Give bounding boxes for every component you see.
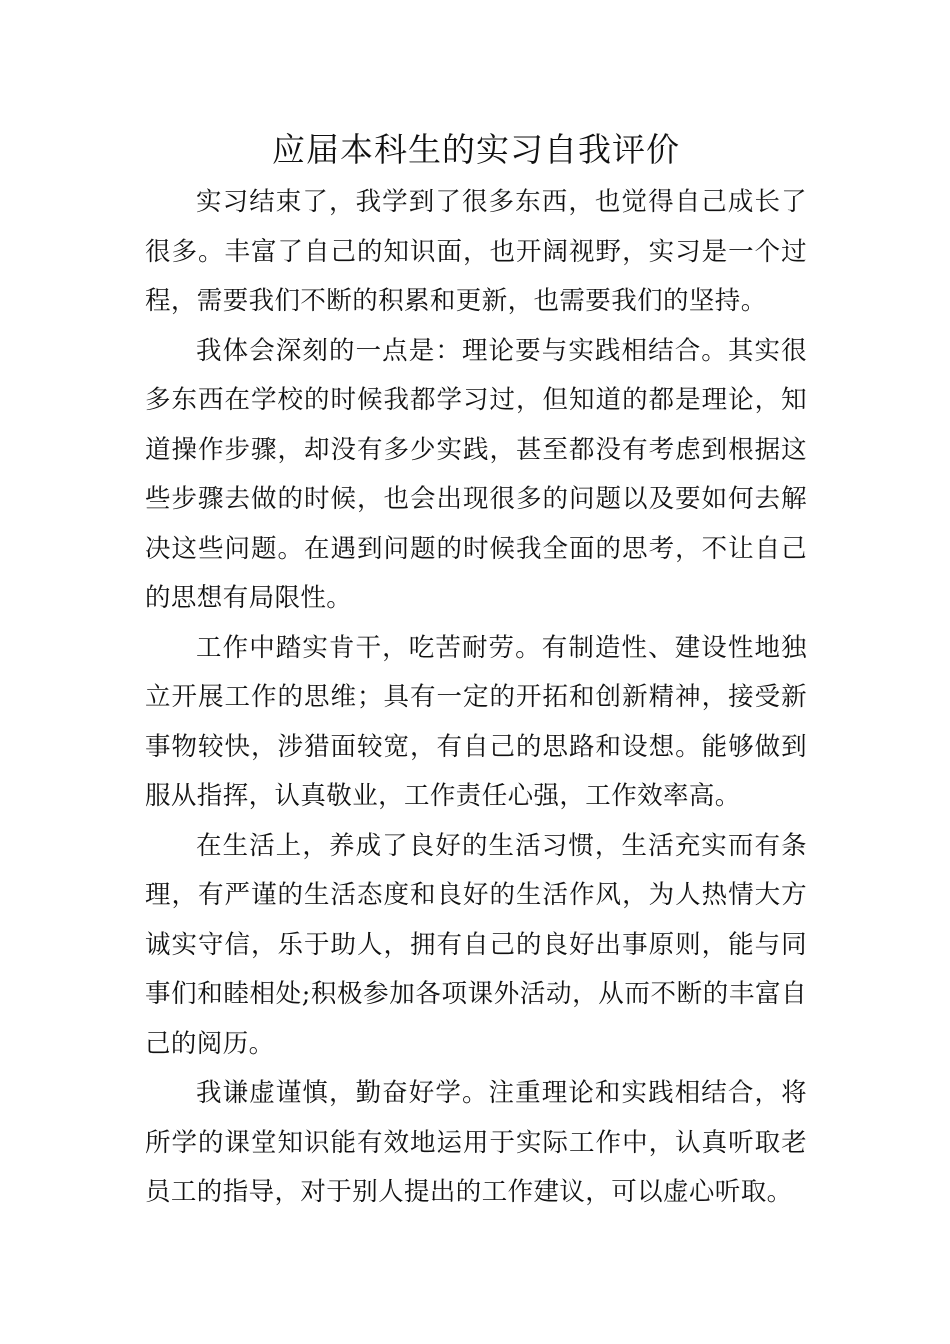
paragraph-4: 在生活上，养成了良好的生活习惯，生活充实而有条理，有严谨的生活态度和良好的生活作风，为人热情大方诚实守信，乐于助人，拥有自己的良好出事原则，能与同事们和睦相处;积极参加各项课外活动，从而不断的丰富自己的阅历。 (145, 830, 807, 1059)
paragraph-3: 工作中踏实肯干，吃苦耐劳。有制造性、建设性地独立开展工作的思维；具有一定的开拓和创新精神，接受新事物较快，涉猎面较宽，有自己的思路和设想。能够做到服从指挥，认真敬业，工作责任心强，工作效率高。 (145, 632, 807, 811)
document-title: 应届本科生的实习自我评价 (272, 130, 680, 169)
document-page (145, 128, 807, 1218)
paragraph-2: 我体会深刻的一点是：理论要与实践相结合。其实很多东西在学校的时候我都学习过，但知道的都是理论，知道操作步骤，却没有多少实践，甚至都没有考虑到根据这些步骤去做的时候，也会出现很多的问题以及要如何去解决这些问题。在遇到问题的时候我全面的思考，不让自己的思想有局限性。 (145, 335, 807, 613)
paragraph-1: 实习结束了，我学到了很多东西，也觉得自己成长了很多。丰富了自己的知识面，也开阔视野，实习是一个过程，需要我们不断的积累和更新，也需要我们的坚持。 (145, 187, 807, 316)
paragraph-5: 我谦虚谨慎，勤奋好学。注重理论和实践相结合，将所学的课堂知识能有效地运用于实际工作中，认真听取老员工的指导，对于别人提出的工作建议，可以虚心听取。 (145, 1078, 807, 1207)
